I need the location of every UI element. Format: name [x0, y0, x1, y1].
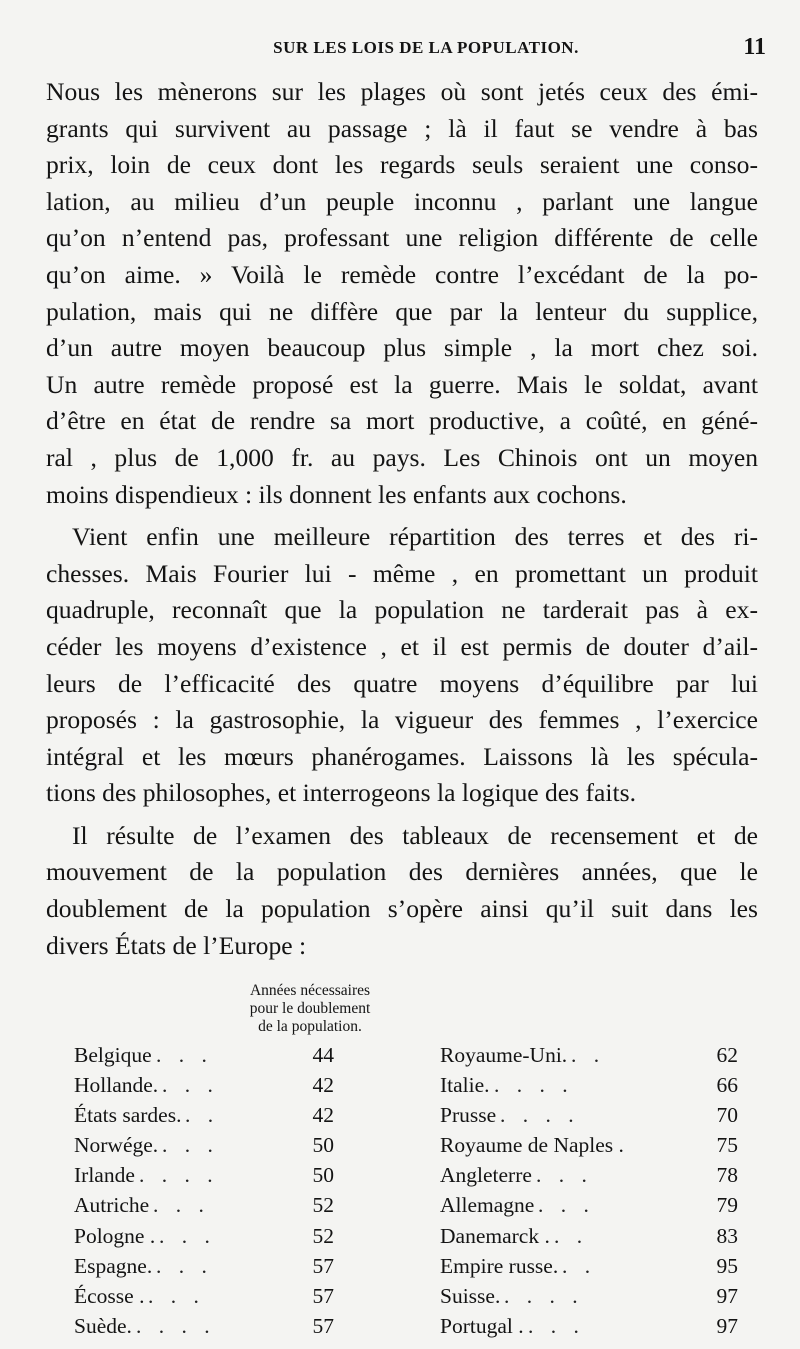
- country-name: États sardes.: [74, 1103, 182, 1128]
- years-value: 75: [716, 1133, 738, 1158]
- leader-dots: . .: [562, 1253, 597, 1278]
- leader-dots: . . .: [528, 1313, 585, 1338]
- page-header: [46, 28, 766, 68]
- years-value: 97: [716, 1313, 738, 1338]
- text-line: pulation, mais qui ne diffère que par la lenteur du supplice,: [46, 296, 758, 326]
- text-line: tions des philosophes, et interrogeons la logique des faits.: [46, 778, 636, 808]
- leader-dots: . . . .: [500, 1103, 580, 1128]
- text-line: Nous les mènerons sur les plages où sont jetés ceux des émi-: [46, 77, 758, 106]
- country-name: Danemarck .: [440, 1223, 550, 1248]
- years-value: 79: [716, 1193, 738, 1218]
- running-title: SUR LES LOIS DE LA POPULATION.: [273, 38, 579, 57]
- text-line: quadruple, reconnaît que la population ne tarderait pas à ex-: [46, 595, 758, 625]
- years-value: 42: [312, 1073, 334, 1098]
- table-row: [74, 1100, 344, 1130]
- country-name: Allemagne: [440, 1193, 535, 1218]
- table-row: [440, 1251, 760, 1281]
- table-row: [74, 1190, 344, 1220]
- country-name: Portugal .: [440, 1313, 524, 1338]
- years-value: 57: [312, 1313, 334, 1338]
- text-line: Vient enfin une meilleure répartition des terres et des ri-: [72, 522, 758, 552]
- country-name: Irlande: [74, 1163, 135, 1188]
- country-name: Espagne.: [74, 1253, 153, 1278]
- table-row: [74, 1130, 344, 1160]
- table-caption: [190, 982, 430, 1036]
- page-number: 11: [743, 34, 766, 60]
- text-line: d’être en état de rendre sa mort productive, a coûté, en géné-: [46, 406, 758, 436]
- years-value: 57: [312, 1283, 334, 1308]
- caption-line: pour le doublement: [249, 1000, 371, 1017]
- text-line: leurs de l’efficacité des quatre moyens d’équilibre par lui: [46, 668, 758, 698]
- text-line: qu’on aime. » Voilà le remède contre l’excédant de la po-: [46, 259, 758, 289]
- years-value: 52: [312, 1223, 334, 1248]
- country-name: Hollande.: [74, 1073, 159, 1098]
- leader-dots: . . .: [156, 1043, 213, 1067]
- country-name: Prusse: [440, 1103, 497, 1128]
- caption-line: Années nécessaires: [249, 982, 371, 999]
- country-name: Autriche: [74, 1193, 150, 1218]
- leader-dots: . .: [554, 1223, 589, 1248]
- years-value: 62: [716, 1043, 738, 1067]
- text-line: proposés : la gastrosophie, la vigueur des femmes , l’exercice: [46, 705, 758, 735]
- table-row: [74, 1160, 344, 1190]
- text-line: doublement de la population s’opère ainsi qu’il suit dans les: [46, 894, 758, 924]
- leader-dots: . . .: [536, 1163, 593, 1188]
- table-row: [440, 1190, 760, 1220]
- years-value: 50: [312, 1133, 334, 1158]
- country-name: Suède.: [74, 1313, 132, 1338]
- leader-dots: . . . .: [494, 1073, 574, 1098]
- paragraph: [46, 818, 758, 964]
- table-row: [74, 1311, 344, 1341]
- country-name: Royaume-Uni.: [440, 1043, 568, 1067]
- table-row: [74, 1251, 344, 1281]
- text-line: divers États de l’Europe :: [46, 930, 307, 960]
- text-line: d’un autre moyen beaucoup plus simple , la mort chez soi.: [46, 333, 758, 363]
- body-text: [46, 74, 758, 964]
- table-row: [440, 1311, 760, 1341]
- table-column-right: [440, 1040, 760, 1341]
- years-value: 83: [716, 1223, 738, 1248]
- years-value: 42: [312, 1103, 334, 1128]
- table-row: [440, 1070, 760, 1100]
- paragraph: [46, 74, 758, 513]
- table-row: [440, 1281, 760, 1311]
- leader-dots: . . . .: [136, 1313, 216, 1338]
- text-line: chesses. Mais Fourier lui - même , en promettant un produit: [46, 558, 758, 588]
- caption-line: de la population.: [258, 1018, 362, 1035]
- leader-dots: . . .: [148, 1283, 205, 1308]
- years-value: 57: [312, 1253, 334, 1278]
- years-value: 97: [716, 1283, 738, 1308]
- text-line: Un autre remède proposé est la guerre. Mais le soldat, avant: [46, 369, 758, 399]
- text-line: Il résulte de l’examen des tableaux de recensement et de: [72, 820, 758, 850]
- years-value: 78: [716, 1163, 738, 1188]
- table-row: [440, 1221, 760, 1251]
- country-name: Empire russe.: [440, 1253, 559, 1278]
- table-row: [440, 1160, 760, 1190]
- table-column-left: [74, 1040, 344, 1341]
- country-name: Norwége.: [74, 1133, 159, 1158]
- text-line: céder les moyens d’existence , et il est permis de douter d’ail-: [46, 631, 758, 661]
- text-line: qu’on n’entend pas, professant une religion différente de celle: [46, 223, 758, 253]
- years-value: 70: [716, 1103, 738, 1128]
- years-value: 50: [312, 1163, 334, 1188]
- years-value: 66: [716, 1073, 738, 1098]
- table-row: [440, 1100, 760, 1130]
- table-row: [74, 1221, 344, 1251]
- country-name: Écosse .: [74, 1283, 145, 1308]
- leader-dots: . . .: [162, 1073, 219, 1098]
- leader-dots: . . . .: [139, 1163, 219, 1188]
- text-line: grants qui survivent au passage ; là il faut se vendre à bas: [46, 113, 758, 143]
- years-value: 95: [716, 1253, 738, 1278]
- text-line: lation, au milieu d’un peuple inconnu , parlant une langue: [46, 186, 758, 216]
- text-line: ral , plus de 1,000 fr. au pays. Les Chinois ont un moyen: [46, 442, 758, 472]
- leader-dots: . . .: [162, 1133, 219, 1158]
- table-row: [74, 1070, 344, 1100]
- text-line: moins dispendieux : ils donnent les enfants aux cochons.: [46, 479, 627, 509]
- text-line: prix, loin de ceux dont les regards seuls seraient une conso-: [46, 150, 758, 180]
- country-name: Angleterre: [440, 1163, 532, 1188]
- table-row: [74, 1040, 344, 1070]
- country-name: Pologne .: [74, 1223, 156, 1248]
- paragraph: [46, 519, 758, 812]
- country-name: Italie.: [440, 1073, 490, 1098]
- leader-dots: . . .: [153, 1193, 210, 1218]
- leader-dots: . . .: [159, 1223, 216, 1248]
- table-row: [440, 1130, 760, 1160]
- text-line: mouvement de la population des dernières années, que le: [46, 857, 758, 887]
- country-name: Suisse.: [440, 1283, 501, 1308]
- leader-dots: . . .: [156, 1253, 213, 1278]
- years-value: 44: [312, 1043, 334, 1067]
- leader-dots: . .: [571, 1043, 606, 1067]
- table-row: [440, 1040, 760, 1070]
- text-line: intégral et les mœurs phanérogames. Laissons là les spécula-: [46, 741, 758, 771]
- country-name: Belgique: [74, 1043, 152, 1067]
- table-row: [74, 1281, 344, 1311]
- country-name: Royaume de Naples .: [440, 1133, 624, 1158]
- years-value: 52: [312, 1193, 334, 1218]
- leader-dots: . . . .: [504, 1283, 584, 1308]
- leader-dots: . . .: [538, 1193, 595, 1218]
- leader-dots: . .: [185, 1103, 220, 1128]
